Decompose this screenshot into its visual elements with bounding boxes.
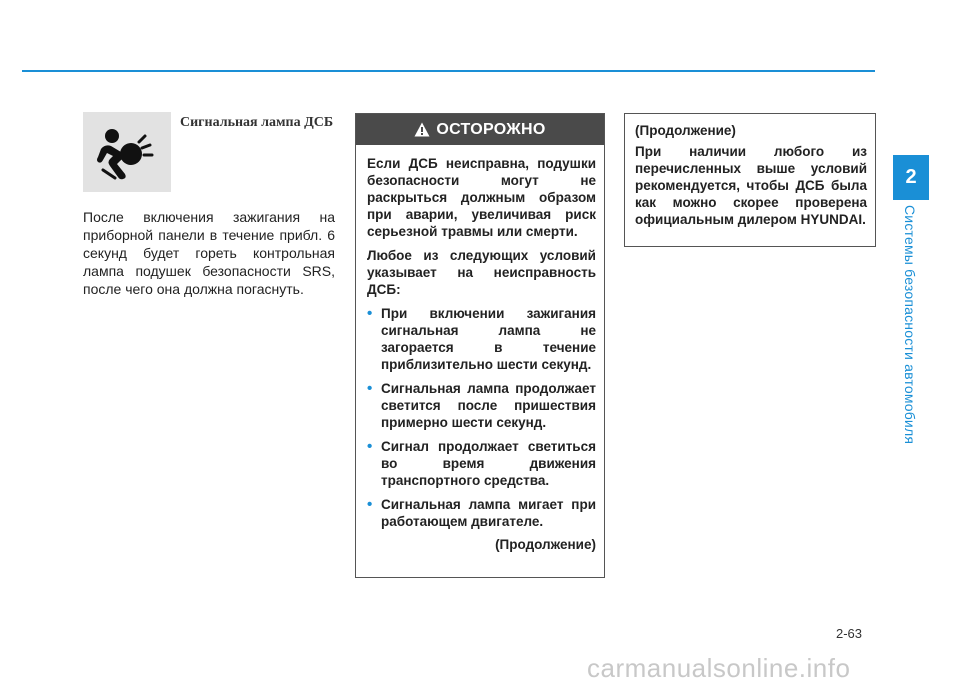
- warning-title: ОСТОРОЖНО: [436, 120, 546, 138]
- warning-list: [367, 305, 596, 530]
- airbag-lamp-icon-box: [83, 112, 171, 192]
- continuation-box: [624, 113, 876, 247]
- chapter-number: 2: [905, 166, 917, 188]
- airbag-warning-icon: [95, 122, 159, 182]
- warning-body: [356, 145, 604, 553]
- intro-paragraph: После включения зажигания на приборной панели в течение прибл. 6 секунд будет гореть контрольная лампа подушек безопасности SRS, после чего она должна погаснуть.: [83, 209, 335, 297]
- warning-triangle-icon: [414, 122, 430, 137]
- chapter-number-tab: [893, 155, 929, 200]
- list-item: • При включении зажигания сигнальная лампа не загорается в течение приблизительно шести секунд.: [367, 305, 596, 373]
- warning-paragraph-2: Любое из следующих условий указывает на неисправность ДСБ:: [367, 248, 596, 297]
- chapter-title-side: [900, 205, 922, 445]
- watermark: carmanualsonline.info: [587, 653, 851, 683]
- list-item: • Сигнал продолжает светиться во время движения транспортного средства.: [367, 438, 596, 489]
- list-item: • Сигнальная лампа мигает при работающем двигателе.: [367, 496, 596, 530]
- warning-paragraph-1: Если ДСБ неисправна, подушки безопасности могут не раскрыться должным образом при аварии, увеличивая риск серьезной травмы или смерти.: [367, 156, 596, 239]
- chapter-title: Системы безопасности автомобиля: [902, 205, 918, 445]
- warning-header: [356, 114, 604, 145]
- warning-box: [355, 113, 605, 578]
- list-item: • Сигнальная лампа продолжает светится после пришествия примерно шести секунд.: [367, 380, 596, 431]
- continuation-heading: (Продолжение): [635, 123, 736, 138]
- continuation-text: При наличии любого из перечисленных выше условий рекомендуется, чтобы ДСБ была как можно скорее проверена официальным дилером HYUNDAI.: [635, 144, 867, 227]
- lamp-title: Сигнальная лампа ДСБ: [180, 115, 334, 130]
- warning-continued: (Продолжение): [495, 537, 596, 552]
- top-rule: [22, 70, 875, 72]
- page-number: 2-63: [836, 626, 863, 641]
